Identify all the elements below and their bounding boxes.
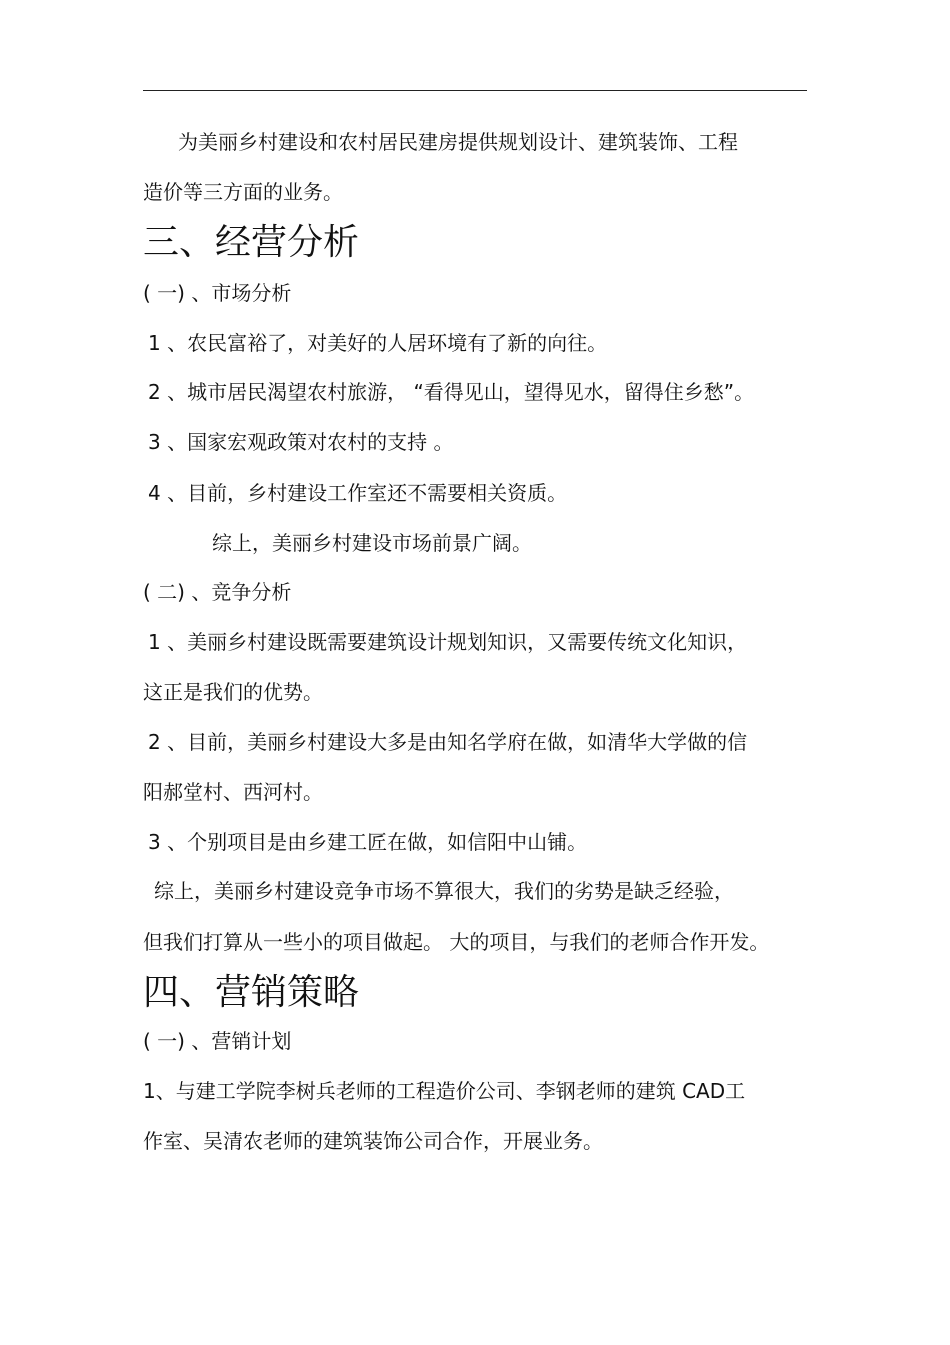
competition-summary-line-2: 但我们打算从一些小的项目做起。 大的项目，与我们的老师合作开发。 (143, 930, 770, 954)
section-3-title: 三、经营分析 (143, 222, 360, 263)
intro-line-1: 为美丽乡村建设和农村居民建房提供规划设计、建筑装饰、工程 (178, 130, 738, 154)
marketing-item-1-line-2: 作室、吴清农老师的建筑装饰公司合作，开展业务。 (143, 1129, 603, 1153)
market-item-2: 2 、城市居民渴望农村旅游， “看得见山，望得见水，留得住乡愁”。 (148, 380, 755, 404)
market-item-3: 3 、国家宏观政策对农村的支持 。 (148, 430, 454, 454)
competition-item-2-line-2: 阳郝堂村、西河村。 (143, 780, 323, 804)
marketing-plan-heading: ( 一) 、营销计划 (143, 1029, 292, 1053)
competition-item-1-line-2: 这正是我们的优势。 (143, 680, 323, 704)
market-analysis-heading: ( 一) 、市场分析 (143, 281, 292, 305)
intro-line-2: 造价等三方面的业务。 (143, 180, 343, 204)
section-4-title: 四、营销策略 (143, 972, 360, 1013)
market-summary: 综上，美丽乡村建设市场前景广阔。 (212, 531, 532, 555)
competition-analysis-heading: ( 二) 、竞争分析 (143, 580, 292, 604)
competition-item-1-line-1: 1 、美丽乡村建设既需要建筑设计规划知识，又需要传统文化知识， (148, 630, 748, 654)
market-item-4: 4 、目前，乡村建设工作室还不需要相关资质。 (148, 481, 568, 505)
marketing-item-1-line-1: 1、与建工学院李树兵老师的工程造价公司、李钢老师的建筑 CAD工 (143, 1079, 746, 1103)
competition-item-3: 3 、个别项目是由乡建工匠在做，如信阳中山铺。 (148, 830, 588, 854)
competition-item-2-line-1: 2 、目前，美丽乡村建设大多是由知名学府在做，如清华大学做的信 (148, 730, 748, 754)
header-rule (143, 90, 807, 91)
competition-summary-line-1: 综上，美丽乡村建设竞争市场不算很大，我们的劣势是缺乏经验， (154, 879, 734, 903)
market-item-1: 1 、农民富裕了，对美好的人居环境有了新的向往。 (148, 331, 608, 355)
